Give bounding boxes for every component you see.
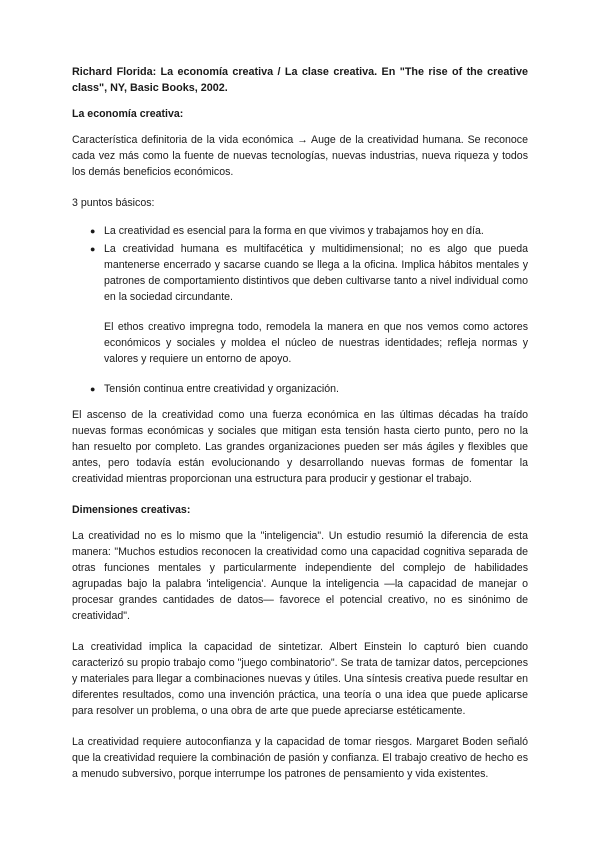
paragraph: Característica definitoria de la vida económica → Auge de la creatividad humana. Se reconoce cada vez más como la fuente de nuevas tecnologías, nuevas industrias, nueva riqueza y todos los demás beneficios económicos. [72,134,528,178]
bullet-list [72,223,528,397]
paragraph: La creatividad no es lo mismo que la "inteligencia". Un estudio resumió la diferencia de esta manera: "Muchos estudios reconocen la creatividad como una capacidad cognitiva separada de otras funciones mentales y particularmente independiente del complejo de habilidades agrupadas bajo la palabra 'inteligencia'. Aunque la inteligencia —la capacidad de manejar o procesar grandes cantidades de datos— favorece el potencial creativo, no es sinónimo de creatividad". [72,530,528,622]
points-intro: 3 puntos básicos: [72,197,155,209]
paragraph: La creatividad requiere autoconfianza y la capacidad de tomar riesgos. Margaret Boden señaló que la creatividad requiere la combinación de pasión y confianza. El trabajo creativo de hecho es a menudo subversivo, porque interrumpe los patrones de pensamiento y vida existentes. [72,736,528,780]
paragraph: El ascenso de la creatividad como una fuerza económica en las últimas décadas ha traído nuevas formas económicas y sociales que mitigan esta tensión hasta cierto punto, pero no la han resuelto por completo. Las grandes organizaciones pueden ser más ágiles y flexibles que antes, pero todavía están evolucionando y desarrollando nuevas formas de fomentar la creatividad mientras proporcionan una estructura para producir y gestionar el trabajo. [72,409,528,485]
list-item-text: La creatividad es esencial para la forma en que vivimos y trabajamos hoy en día. [104,225,484,237]
list-item [72,223,528,239]
bullet-icon: ● [90,384,96,394]
list-item [72,381,528,397]
paragraph: La creatividad implica la capacidad de sintetizar. Albert Einstein lo capturó bien cuando caracterizó su propio trabajo como "juego combinatorio". Se trata de tamizar datos, percepciones y materiales para llegar a combinaciones nuevas y útiles. Una síntesis creativa puede resultar en diferentes resultados, como una invención práctica, una teoría o una idea que puede aplicarse para resolver un problema, o una obra de arte que puede apreciarse estéticamente. [72,641,528,717]
bullet-icon: ● [90,244,96,254]
list-item [72,241,528,367]
list-item-text: La creatividad humana es multifacética y multidimensional; no es algo que pueda mantenerse encerrado y sacarse cuando se llega a la oficina. Implica hábitos mentales y patrones de comportamiento distintivos que deben cultivarse tanto a nivel individual como en la sociedad circundante. [104,243,528,303]
document-title: Richard Florida: La economía creativa / La clase creativa. En "The rise of the creative class", NY, Basic Books, 2002. [72,66,528,94]
list-item-text: Tensión continua entre creatividad y organización. [104,383,339,395]
list-item-extra-text: El ethos creativo impregna todo, remodela la manera en que nos vemos como actores económicos y sociales y moldea el núcleo de nuestras identidades; refleja normas y valores y requiere un entorno de apoyo. [104,321,528,365]
section-heading-economia-creativa: La economía creativa: [72,108,184,120]
document-page [72,64,528,797]
bullet-icon: ● [90,226,96,236]
section-heading-dimensiones-creativas: Dimensiones creativas: [72,504,191,516]
